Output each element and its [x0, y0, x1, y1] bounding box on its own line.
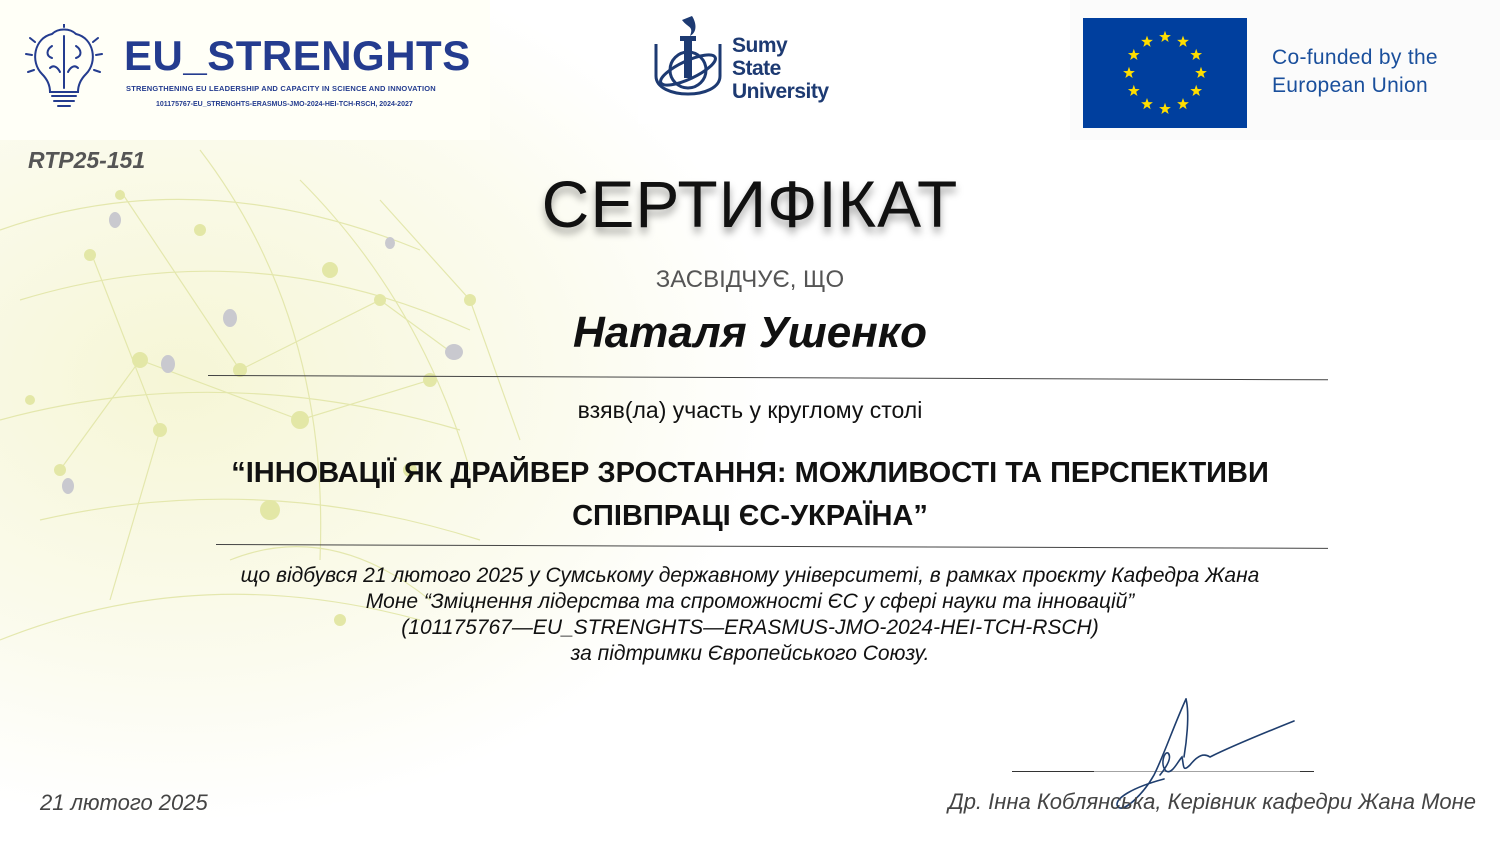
recipient-name: Наталя Ушенко [573, 308, 927, 357]
project-logo-tagline: STRENGTHENING EU LEADERSHIP AND CAPACITY IN SCIENCE AND INNOVATION [126, 84, 436, 93]
eu-star-icon [1195, 67, 1207, 78]
eu-star-icon [1159, 103, 1171, 114]
event-title-line: “ІННОВАЦІЇ ЯК ДРАЙВЕР ЗРОСТАННЯ: МОЖЛИВОСТІ ТА ПЕРСПЕКТИВИ [231, 457, 1269, 489]
eu-star-icon [1177, 36, 1189, 47]
eu-star-icon [1177, 98, 1189, 109]
university-name-line: State [732, 57, 781, 80]
eu-star-icon [1123, 67, 1135, 78]
eu-star-icon [1128, 85, 1140, 96]
project-logo [0, 0, 490, 140]
eu-text-line: Co-funded by the [1272, 46, 1438, 69]
details-line: за підтримки Європейського Союзу. [570, 642, 930, 665]
eu-cofunded-text [1272, 44, 1438, 100]
eu-star-icon [1190, 85, 1202, 96]
eu-flag-icon [1083, 18, 1247, 128]
eu-star-icon [1141, 36, 1153, 47]
certificate-title: СЕРТИФІКАТ [541, 167, 959, 241]
university-name-line: University [732, 80, 829, 103]
details-line: Моне “Зміцнення лідерства та спроможності ЄС у сфері науки та інновацій” [365, 590, 1135, 613]
project-logo-code: 101175767-EU_STRENGHTS-ERASMUS-JMO-2024-HEI-TCH-RSCH, 2024-2027 [156, 101, 413, 108]
eu-cofunded-logo [1070, 0, 1500, 140]
participation-text: взяв(ла) участь у круглому столі [577, 397, 923, 423]
details-line: (101175767—EU_STRENGHTS—ERASMUS-JMO-2024-HEI-TCH-RSCH) [401, 616, 1099, 639]
eu-star-icon [1159, 31, 1171, 42]
university-name [732, 34, 829, 103]
event-details [0, 563, 1500, 667]
certificate-date: 21 лютого 2025 [40, 790, 208, 815]
eu-star-icon [1128, 49, 1140, 60]
event-title [0, 452, 1500, 538]
university-name-line: Sumy [732, 34, 788, 57]
signer-name: Др. Інна Коблянська, Керівник кафедри Жана Моне [948, 789, 1476, 814]
registration-number: RTP25-151 [28, 147, 146, 173]
project-logo-title: EU_STRENGHTS [124, 32, 471, 79]
torch-globe-icon [646, 14, 732, 114]
eu-text-line: European Union [1272, 74, 1428, 97]
certifies-text: ЗАСВІДЧУЄ, ЩО [655, 266, 845, 293]
eu-star-icon [1141, 98, 1153, 109]
event-title-line: СПІВПРАЦІ ЄС-УКРАЇНА” [572, 500, 928, 532]
details-line: що відбувся 21 лютого 2025 у Сумському державному університеті, в рамках проєкту Кафедра Жана [240, 564, 1260, 587]
university-logo [638, 0, 834, 124]
eu-star-icon [1190, 49, 1202, 60]
brain-lightbulb-icon [22, 24, 106, 116]
